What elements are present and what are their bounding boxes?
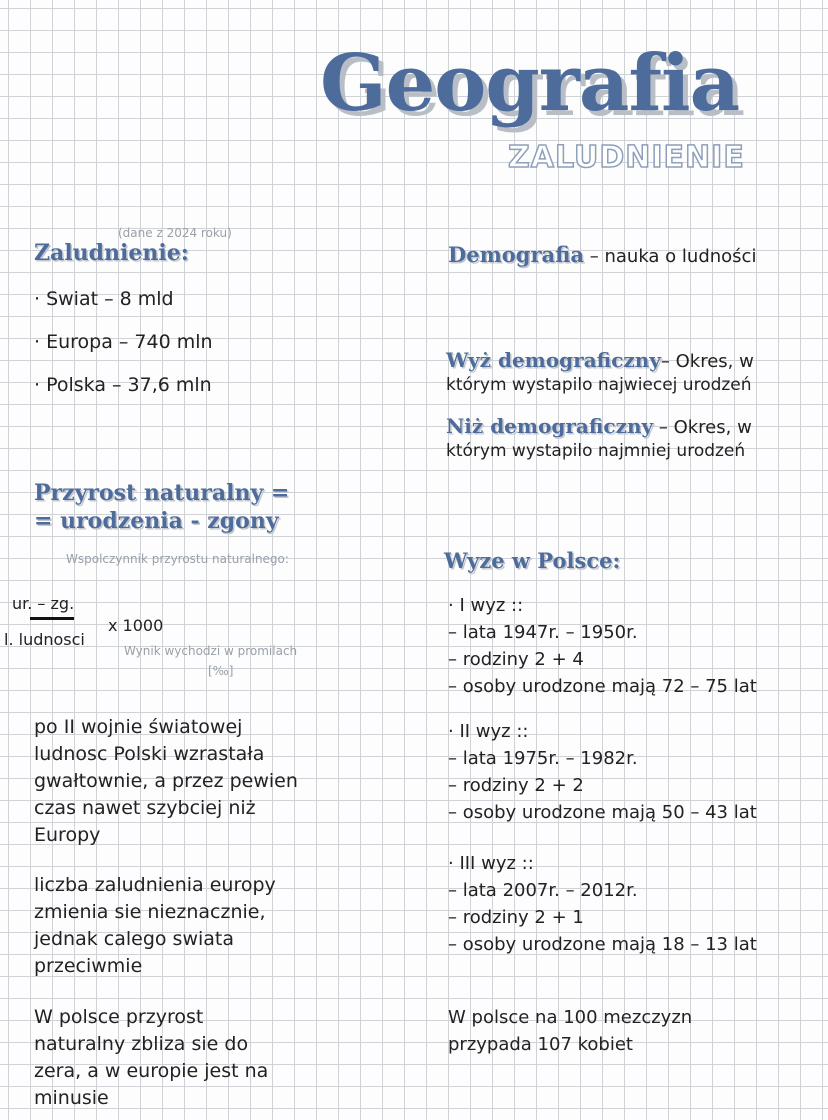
boom-line: – osoby urodzone mają 18 – 13 lat <box>448 934 757 955</box>
boom-line: – lata 1947r. – 1950r. <box>448 622 638 643</box>
formula-denominator: l. ludnosci <box>4 630 85 649</box>
formula-numerator: ur. – zg. <box>12 594 75 613</box>
booms-heading: Wyze w Polsce: <box>444 548 621 573</box>
demography-def: – nauka o ludności <box>584 246 757 267</box>
population-item-europe: · Europa – 740 mln <box>34 331 213 353</box>
population-item-world: · Swiat – 8 mld <box>34 288 174 310</box>
bust-def-line1: – Okres, w <box>653 417 752 438</box>
boom-line: · II wyz :: <box>448 721 529 742</box>
boom-definition <box>446 348 754 375</box>
boom-line: – osoby urodzone mają 72 – 75 lat <box>448 676 757 697</box>
paragraph-line: minusie <box>34 1087 109 1109</box>
paragraph-line: liczba zaludnienia europy <box>34 874 276 896</box>
boom-line: · III wyz :: <box>448 853 534 874</box>
boom-line: – lata 2007r. – 2012r. <box>448 880 638 901</box>
bust-term: Niż demograficzny <box>446 414 654 438</box>
boom-line: – lata 1975r. – 1982r. <box>448 748 638 769</box>
boom-term: Wyż demograficzny <box>446 348 661 372</box>
paragraph-line: czas nawet szybciej niż <box>34 797 256 819</box>
demography-definition <box>448 242 756 270</box>
boom-line: – rodziny 2 + 4 <box>448 649 584 670</box>
population-heading: Zaludnienie: <box>34 240 189 266</box>
result-note: Wynik wychodzi w promilach <box>124 644 298 658</box>
paragraph-europe <box>34 872 276 980</box>
growth-heading-line2: = urodzenia - zgony <box>34 508 279 534</box>
bust-def-line2: którym wystapilo najmniej urodzeń <box>446 441 746 461</box>
gender-ratio-line1: W polsce na 100 mezczyzn <box>448 1007 693 1028</box>
growth-heading-line1: Przyrost naturalny = <box>34 480 290 506</box>
paragraph-line: Europy <box>34 824 101 846</box>
paragraph-line: ludnosc Polski wzrastała <box>34 743 265 765</box>
boom-line: · I wyz :: <box>448 595 524 616</box>
page-title: Geografia <box>320 38 740 129</box>
paragraph-line: W polsce przyrost <box>34 1006 204 1028</box>
page-subtitle: ZALUDNIENIE <box>508 140 745 175</box>
paragraph-poland-growth <box>34 1004 268 1112</box>
paragraph-line: naturalny zbliza sie do <box>34 1033 249 1055</box>
coefficient-note: Wspolczynnik przyrostu naturalnego: <box>66 552 289 566</box>
boom-line: – rodziny 2 + 2 <box>448 775 584 796</box>
boom-def-line2: którym wystapilo najwiecej urodzeń <box>446 375 752 395</box>
demography-term: Demografia <box>448 242 585 267</box>
boom-line: – rodziny 2 + 1 <box>448 907 584 928</box>
gender-ratio-line2: przypada 107 kobiet <box>448 1034 633 1055</box>
population-item-poland: · Polska – 37,6 mln <box>34 374 212 396</box>
bust-definition <box>446 414 752 441</box>
result-unit-note: [‰] <box>208 664 234 678</box>
paragraph-line: zera, a w europie jest na <box>34 1060 269 1082</box>
formula-multiplier: x 1000 <box>108 616 164 635</box>
fraction-bar <box>30 617 74 620</box>
boom-list-3 <box>448 850 757 958</box>
paragraph-line: gwałtownie, a przez pewien <box>34 770 298 792</box>
boom-def-line1: – Okres, w <box>660 351 754 372</box>
boom-list-2 <box>448 718 757 826</box>
data-year-note: (dane z 2024 roku) <box>118 226 232 240</box>
paragraph-line: jednak calego swiata <box>34 928 234 950</box>
boom-line: – osoby urodzone mają 50 – 43 lat <box>448 802 757 823</box>
paragraph-line: zmienia sie nieznacznie, <box>34 901 266 923</box>
paragraph-line: przeciwmie <box>34 955 143 977</box>
paragraph-line: po II wojnie światowej <box>34 716 243 738</box>
boom-list-1 <box>448 592 757 700</box>
paragraph-postwar <box>34 714 298 849</box>
